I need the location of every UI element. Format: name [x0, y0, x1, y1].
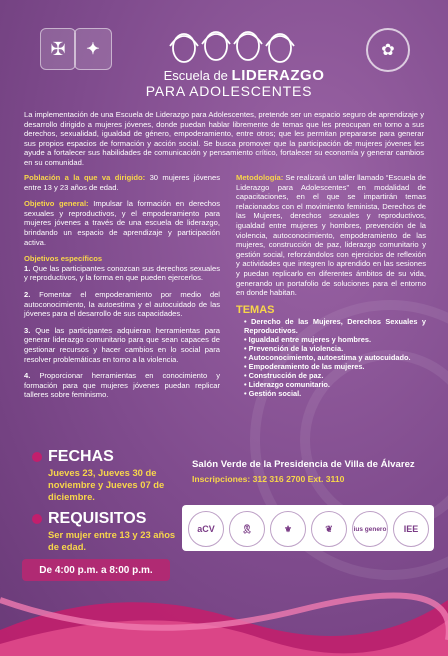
- requisitos-heading: [32, 510, 146, 528]
- objetivo-text: Que las participantes conozcan sus derechos sexuales y reproductivos, y la forma en que pueden ejercerlos.: [24, 263, 220, 283]
- bullet-icon: [32, 452, 42, 462]
- venue-text: Salón Verde de la Presidencia de Villa de Álvarez: [192, 459, 415, 470]
- seal-logo-icon: ⚜: [270, 511, 306, 547]
- intro-paragraph: La implementación de una Escuela de Liderazgo para Adolescentes, pretende ser un espacio seguro de aprendizaje y desarrollo dirigido a mujeres jóvenes, donde puedan hablar libremente de temas que les preocupan en torno a sus derechos, sexualidad, igualdad de género, empoderamiento, entre otros; que les permitan prepararse para generar sus propios espacios de formación y acción social. Se busca promover que la participación de mujeres jóvenes les ayude a fortalecer sus habilidades de comunicación y pensamiento crítico, fortalecer su economía y generar cambios en su comunidad.: [24, 110, 424, 167]
- tema-item: • Liderazgo comunitario.: [244, 380, 426, 389]
- header: [0, 0, 448, 108]
- metodologia-block: [236, 173, 426, 298]
- objetivo-text: Que las participantes adquieran herramientas para generar liderazgo comunitario para que sean capaces de gestionar recursos y hacer cambios en lo social para resolver problemáticas en torno a la violencia.: [24, 325, 220, 364]
- objetivo-general-text: Impulsar la formación en derechos sexuales y reproductivos, y el empoderamiento para mujeres jóvenes a través de una escuela de liderazgo, brindando un espacio de aprendizaje y participación activa.: [24, 199, 220, 247]
- state-seal-icon: ✠: [40, 28, 76, 70]
- tema-item: • Empoderamiento de las mujeres.: [244, 362, 426, 371]
- objetivo-general-block: [24, 199, 220, 247]
- right-column: [236, 173, 426, 398]
- left-column: [24, 173, 220, 407]
- institute-seal-icon: ✿: [366, 28, 410, 72]
- page-subtitle: PARA ADOLESCENTES: [145, 83, 313, 99]
- objetivo-item: [24, 371, 220, 400]
- poblacion-label: Población a la que va dirigido:: [24, 173, 146, 182]
- objetivo-num: 1.: [24, 263, 31, 273]
- objetivo-num: 2.: [24, 289, 31, 299]
- municipal-logo-icon: ✦: [74, 28, 112, 70]
- fechas-title: FECHAS: [48, 448, 114, 465]
- objetivo-num: 3.: [24, 325, 31, 335]
- acv-logo-icon: aCV: [188, 511, 224, 547]
- tema-item: • Prevención de la violencia.: [244, 344, 426, 353]
- objetivo-num: 4.: [24, 371, 31, 381]
- objetivo-text: Proporcionar herramientas en conocimiento y formación para que mujeres jóvenes puedan replicar talleres sobre feminismo.: [24, 371, 220, 400]
- fechas-text: Jueves 23, Jueves 30 de noviembre y Jueves 07 de diciembre.: [48, 467, 165, 502]
- iee-logo-icon: IEE: [393, 511, 429, 547]
- tree-logo-icon: ❦: [311, 511, 347, 547]
- schedule-badge: De 4:00 p.m. a 8:00 p.m.: [22, 559, 170, 581]
- page-title: [144, 67, 344, 84]
- ribbon-logo-icon: 🎗: [229, 511, 265, 547]
- temas-list: [236, 317, 426, 398]
- temas-title: TEMAS: [236, 303, 275, 316]
- objetivo-item: [24, 264, 220, 283]
- objetivo-general-label: Objetivo general:: [24, 199, 89, 209]
- faces-icon: [162, 24, 302, 66]
- title-prefix: Escuela de: [163, 68, 228, 83]
- tema-item: • Construcción de paz.: [244, 371, 426, 380]
- tema-item: • Derecho de las Mujeres, Derechos Sexuales y Reproductivos.: [244, 317, 426, 335]
- title-emphasis: LIDERAZGO: [231, 67, 325, 84]
- ius-genero-logo-icon: ius genero: [352, 511, 388, 547]
- poblacion-block: [24, 173, 220, 192]
- requisitos-title: REQUISITOS: [48, 510, 147, 527]
- sponsor-logos-strip: [182, 505, 434, 551]
- metodologia-text: Se realizará un taller llamado “Escuela de Liderazgo para Adolescentes” en modalidad de capacitaciones, en el que se impartirán temas relacionados con el movimiento feminista, Derechos de las Mujeres, derechos sexuales y reproductivos, igualdad entre mujeres y hombres, prevención de la violencia, autoconocimiento, empoderamiento de las mujeres, construcción de paz, liderazgo comunitario y gestión social, reforzándolos con ejercicios de reflexión y actividades que integren lo aprendido en las sesiones y puedan replicarlo en diferentes ámbitos de su vida, generando un portafolio de soluciones para el entorno en donde habitan.: [236, 173, 426, 298]
- objetivo-item: [24, 326, 220, 364]
- bullet-icon: [32, 514, 42, 524]
- tema-item: • Autoconocimiento, autoestima y autocuidado.: [244, 353, 426, 362]
- objetivo-item: [24, 290, 220, 319]
- metodologia-label: Metodología:: [236, 173, 284, 182]
- objetivos-especificos-label: Objetivos específicos: [24, 254, 103, 264]
- requisitos-text: Ser mujer entre 13 y 23 años de edad.: [48, 529, 176, 552]
- registration-phone: Inscripciones: 312 316 2700 Ext. 3110: [192, 474, 345, 484]
- objetivo-text: Fomentar el empoderamiento por medio del autoconocimiento, la autoestima y el autocuidado de las jóvenes para el desarrollo de sus capacidades.: [24, 289, 220, 319]
- tema-item: • Gestión social.: [244, 389, 426, 398]
- fechas-heading: [32, 448, 114, 466]
- tema-item: • Igualdad entre mujeres y hombres.: [244, 335, 426, 344]
- poblacion-text: 30 mujeres jóvenes entre 13 y 23 años de edad.: [24, 173, 220, 192]
